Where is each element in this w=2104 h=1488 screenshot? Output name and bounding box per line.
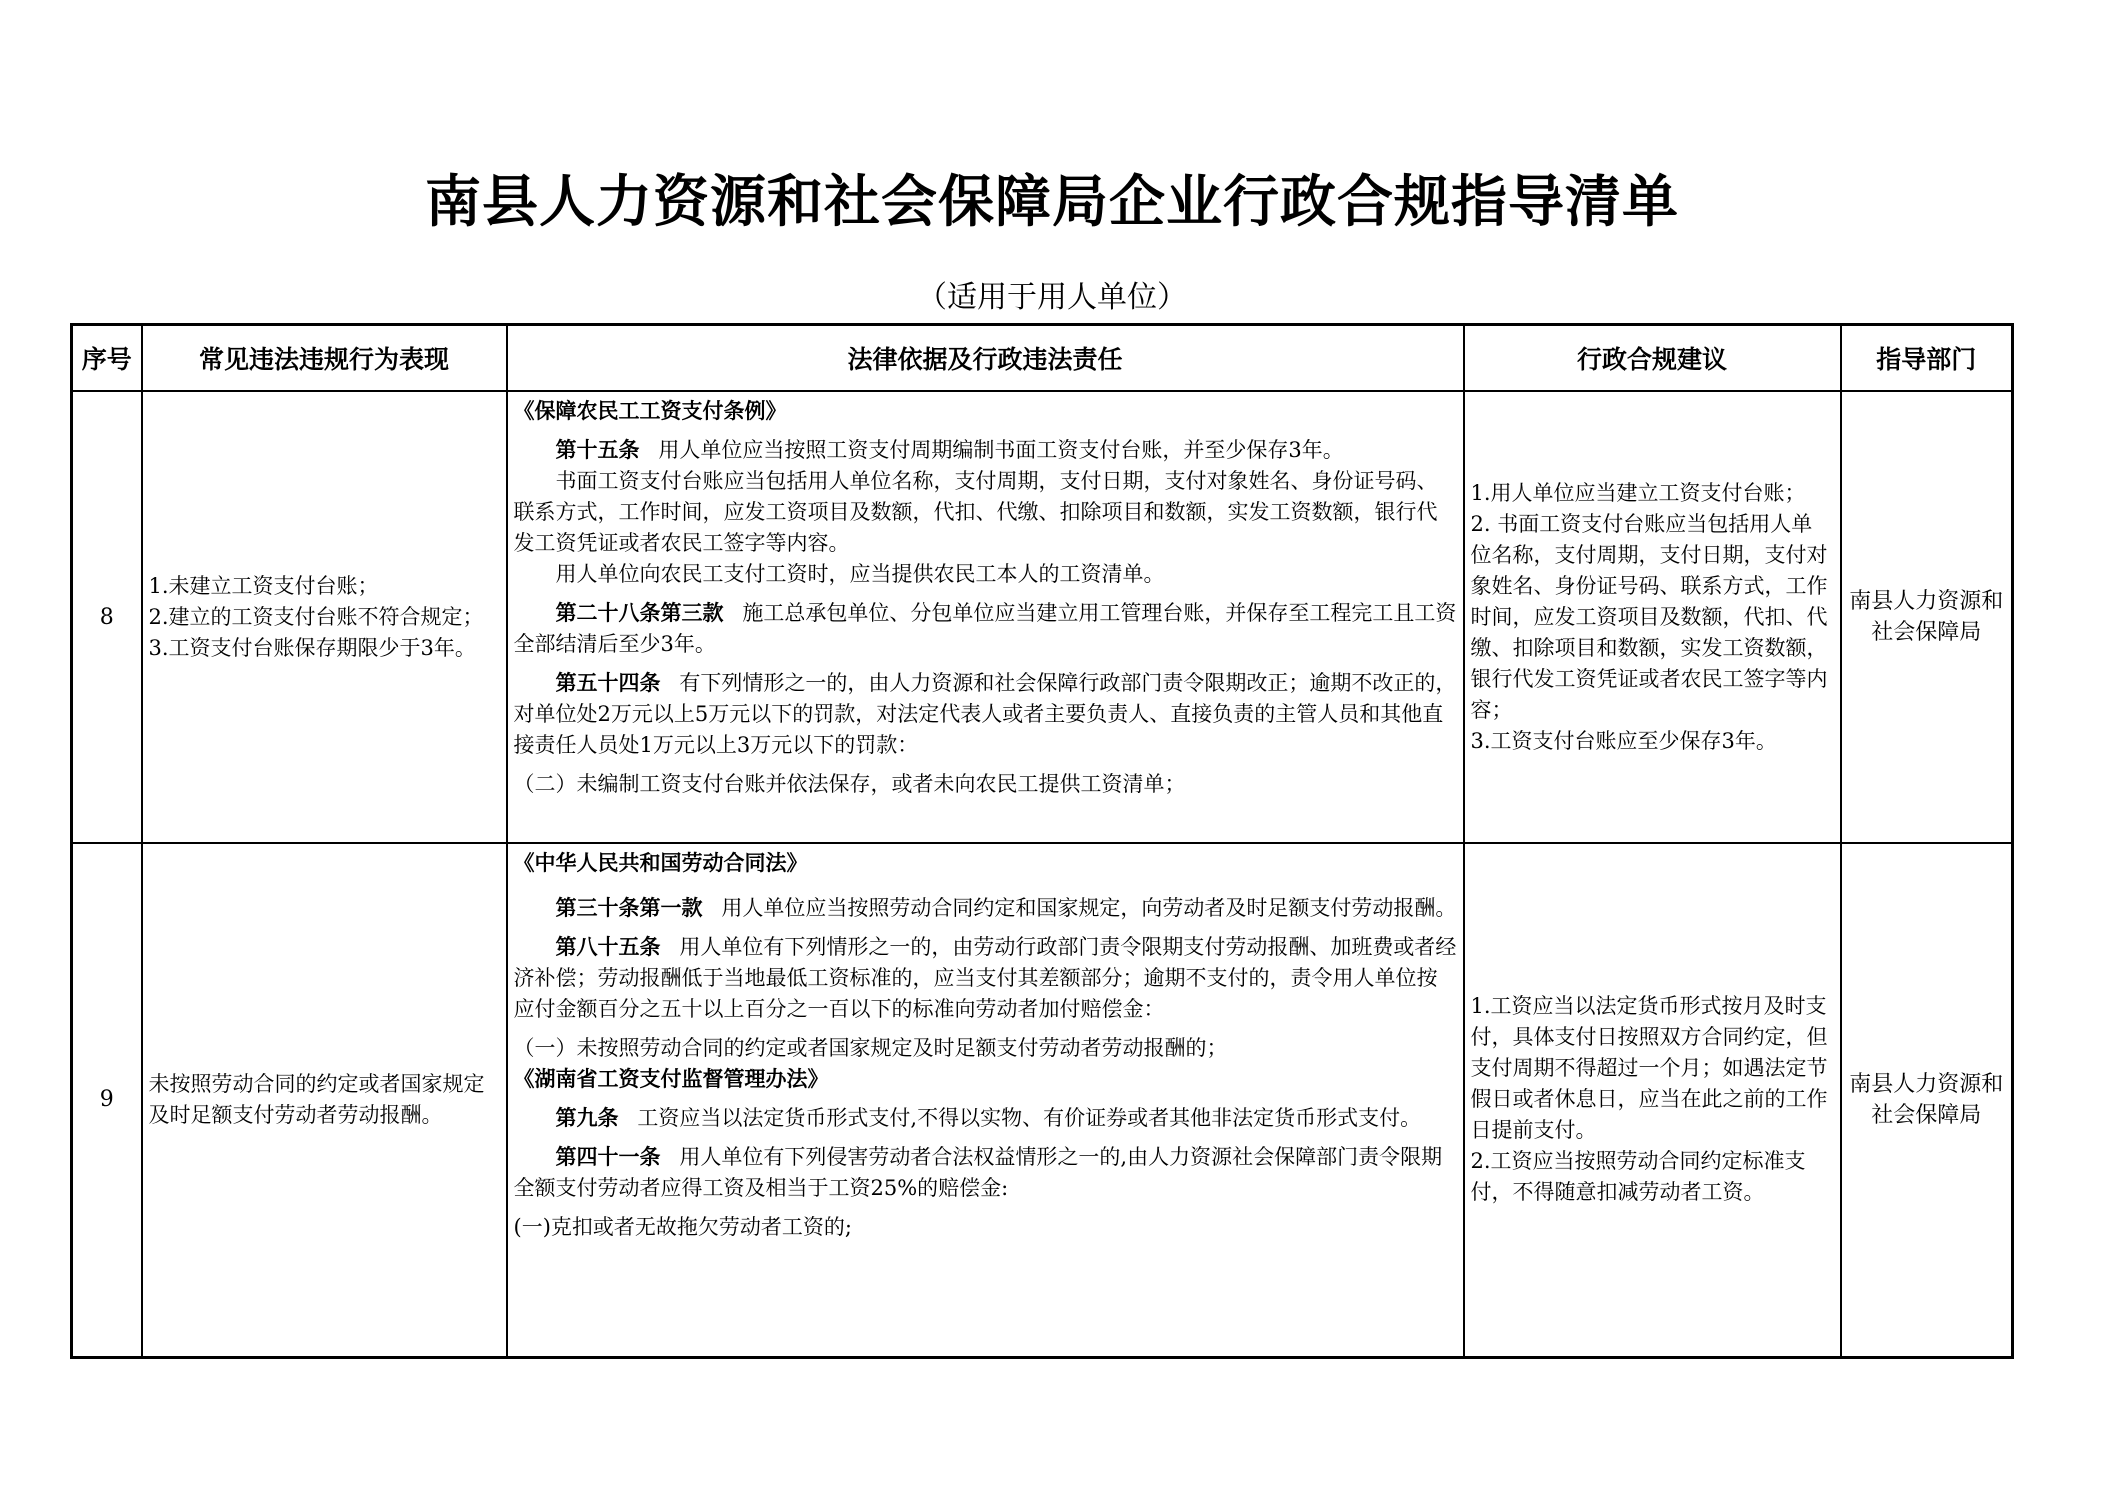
table-row: [72, 391, 2013, 843]
article-number: 第二十八条第三款: [555, 601, 724, 625]
law-item: (一)克扣或者无故拖欠劳动者工资的;: [513, 1215, 852, 1239]
row-number: 9: [72, 843, 142, 1357]
article-number: 第十五条: [555, 438, 640, 462]
law-item: （二）未编制工资支付台账并依法保存，或者未向农民工提供工资清单；: [513, 772, 1186, 796]
department-cell: 南县人力资源和社会保障局: [1841, 391, 2013, 843]
article-number: 第三十条第一款: [555, 896, 703, 920]
advice-item: 3.工资支付台账应至少保存3年。: [1470, 728, 1777, 753]
law-item: （一）未按照劳动合同的约定或者国家规定及时足额支付劳动者劳动报酬的；: [513, 1036, 1228, 1060]
advice-item: 1.用人单位应当建立工资支付台账；: [1470, 480, 1806, 505]
table-header-row: [72, 325, 2013, 392]
header-advice: 行政合规建议: [1464, 325, 1841, 392]
header-legal-basis: 法律依据及行政违法责任: [507, 325, 1464, 392]
article-number: 第九条: [555, 1106, 619, 1130]
law-paragraph: 用人单位向农民工支付工资时，应当提供农民工本人的工资清单。: [555, 562, 1165, 586]
violation-item: 1.未建立工资支付台账；: [148, 573, 379, 598]
legal-basis-cell: [507, 843, 1464, 1357]
law-article: [514, 1103, 1457, 1134]
law-article: [514, 893, 1457, 924]
law-title: 《中华人民共和国劳动合同法》: [513, 851, 808, 875]
advice-item: 2.工资应当按照劳动合同约定标准支付，不得随意扣减劳动者工资。: [1470, 1149, 1806, 1205]
violation-item: 3.工资支付台账保存期限少于3年。: [148, 635, 476, 660]
advice-item: 1.工资应当以法定货币形式按月及时支付，具体支付日按照双方合同约定，但支付周期不得超过一个月；如遇法定节假日或者休息日，应当在此之前的工作日提前支付。: [1470, 994, 1828, 1143]
article-text: 有下列情形之一的，由人力资源和社会保障行政部门责令限期改正；逾期不改正的，对单位处2万元以上5万元以下的罚款，对法定代表人或者主要负责人、直接负责的主管人员和其他直接责任人员处1万元以上3万元以下的罚款：: [513, 671, 1457, 757]
document-title: 南县人力资源和社会保障局企业行政合规指导清单: [425, 170, 1679, 235]
article-number: 第四十一条: [555, 1145, 661, 1169]
violation-item: 未按照劳动合同的约定或者国家规定及时足额支付劳动者劳动报酬。: [148, 1071, 485, 1127]
table-row: [72, 843, 2013, 1357]
document-subtitle: （适用于用人单位）: [917, 280, 1187, 315]
article-number: 第八十五条: [555, 935, 661, 959]
advice-item: 2. 书面工资支付台账应当包括用人单位名称，支付周期，支付日期，支付对象姓名、身份证号码、联系方式，工作时间，应发工资项目及数额，代扣、代缴、扣除项目和数额，实发工资数额，银行代发工资凭证或者农民工签字等内容；: [1470, 511, 1828, 722]
article-text: 用人单位有下列情形之一的，由劳动行政部门责令限期支付劳动报酬、加班费或者经济补偿；劳动报酬低于当地最低工资标准的，应当支付其差额部分；逾期不支付的，责令用人单位按应付金额百分之五十以上百分之一百以下的标准向劳动者加付赔偿金：: [513, 935, 1457, 1021]
advice-cell: [1464, 843, 1841, 1357]
department-cell: 南县人力资源和社会保障局: [1841, 843, 2013, 1357]
article-text: 施工总承包单位、分包单位应当建立用工管理台账，并保存至工程完工且工资全部结清后至少3年。: [513, 601, 1457, 656]
law-title: 《保障农民工工资支付条例》: [513, 399, 787, 423]
advice-cell: [1464, 391, 1841, 843]
law-article: [514, 932, 1457, 1025]
law-paragraph: 书面工资支付台账应当包括用人单位名称，支付周期，支付日期，支付对象姓名、身份证号码、联系方式，工作时间，应发工资项目及数额，代扣、代缴、扣除项目和数额，实发工资数额，银行代发工资凭证或者农民工签字等内容。: [513, 469, 1438, 555]
article-text: 工资应当以法定货币形式支付,不得以实物、有价证券或者其他非法定货币形式支付。: [637, 1106, 1422, 1130]
article-number: 第五十四条: [555, 671, 661, 695]
header-department: 指导部门: [1841, 325, 2013, 392]
legal-basis-cell: [507, 391, 1464, 843]
law-article: [514, 668, 1457, 761]
article-text: 用人单位应当按照工资支付周期编制书面工资支付台账，并至少保存3年。: [658, 438, 1344, 462]
law-article: [514, 435, 1457, 466]
article-text: 用人单位应当按照劳动合同约定和国家规定，向劳动者及时足额支付劳动报酬。: [721, 896, 1457, 920]
violation-item: 2.建立的工资支付台账不符合规定；: [148, 604, 484, 629]
header-violation: 常见违法违规行为表现: [142, 325, 507, 392]
article-text: 用人单位有下列侵害劳动者合法权益情形之一的,由人力资源社会保障部门责令限期全额支付劳动者应得工资及相当于工资25%的赔偿金:: [513, 1145, 1443, 1200]
law-article: [514, 598, 1457, 660]
header-number: 序号: [72, 325, 142, 392]
law-title: 《湖南省工资支付监督管理办法》: [513, 1067, 829, 1091]
violation-cell: [142, 391, 507, 843]
violation-cell: [142, 843, 507, 1357]
law-article: [514, 1142, 1457, 1204]
compliance-table: [70, 323, 2014, 1359]
row-number: 8: [72, 391, 142, 843]
